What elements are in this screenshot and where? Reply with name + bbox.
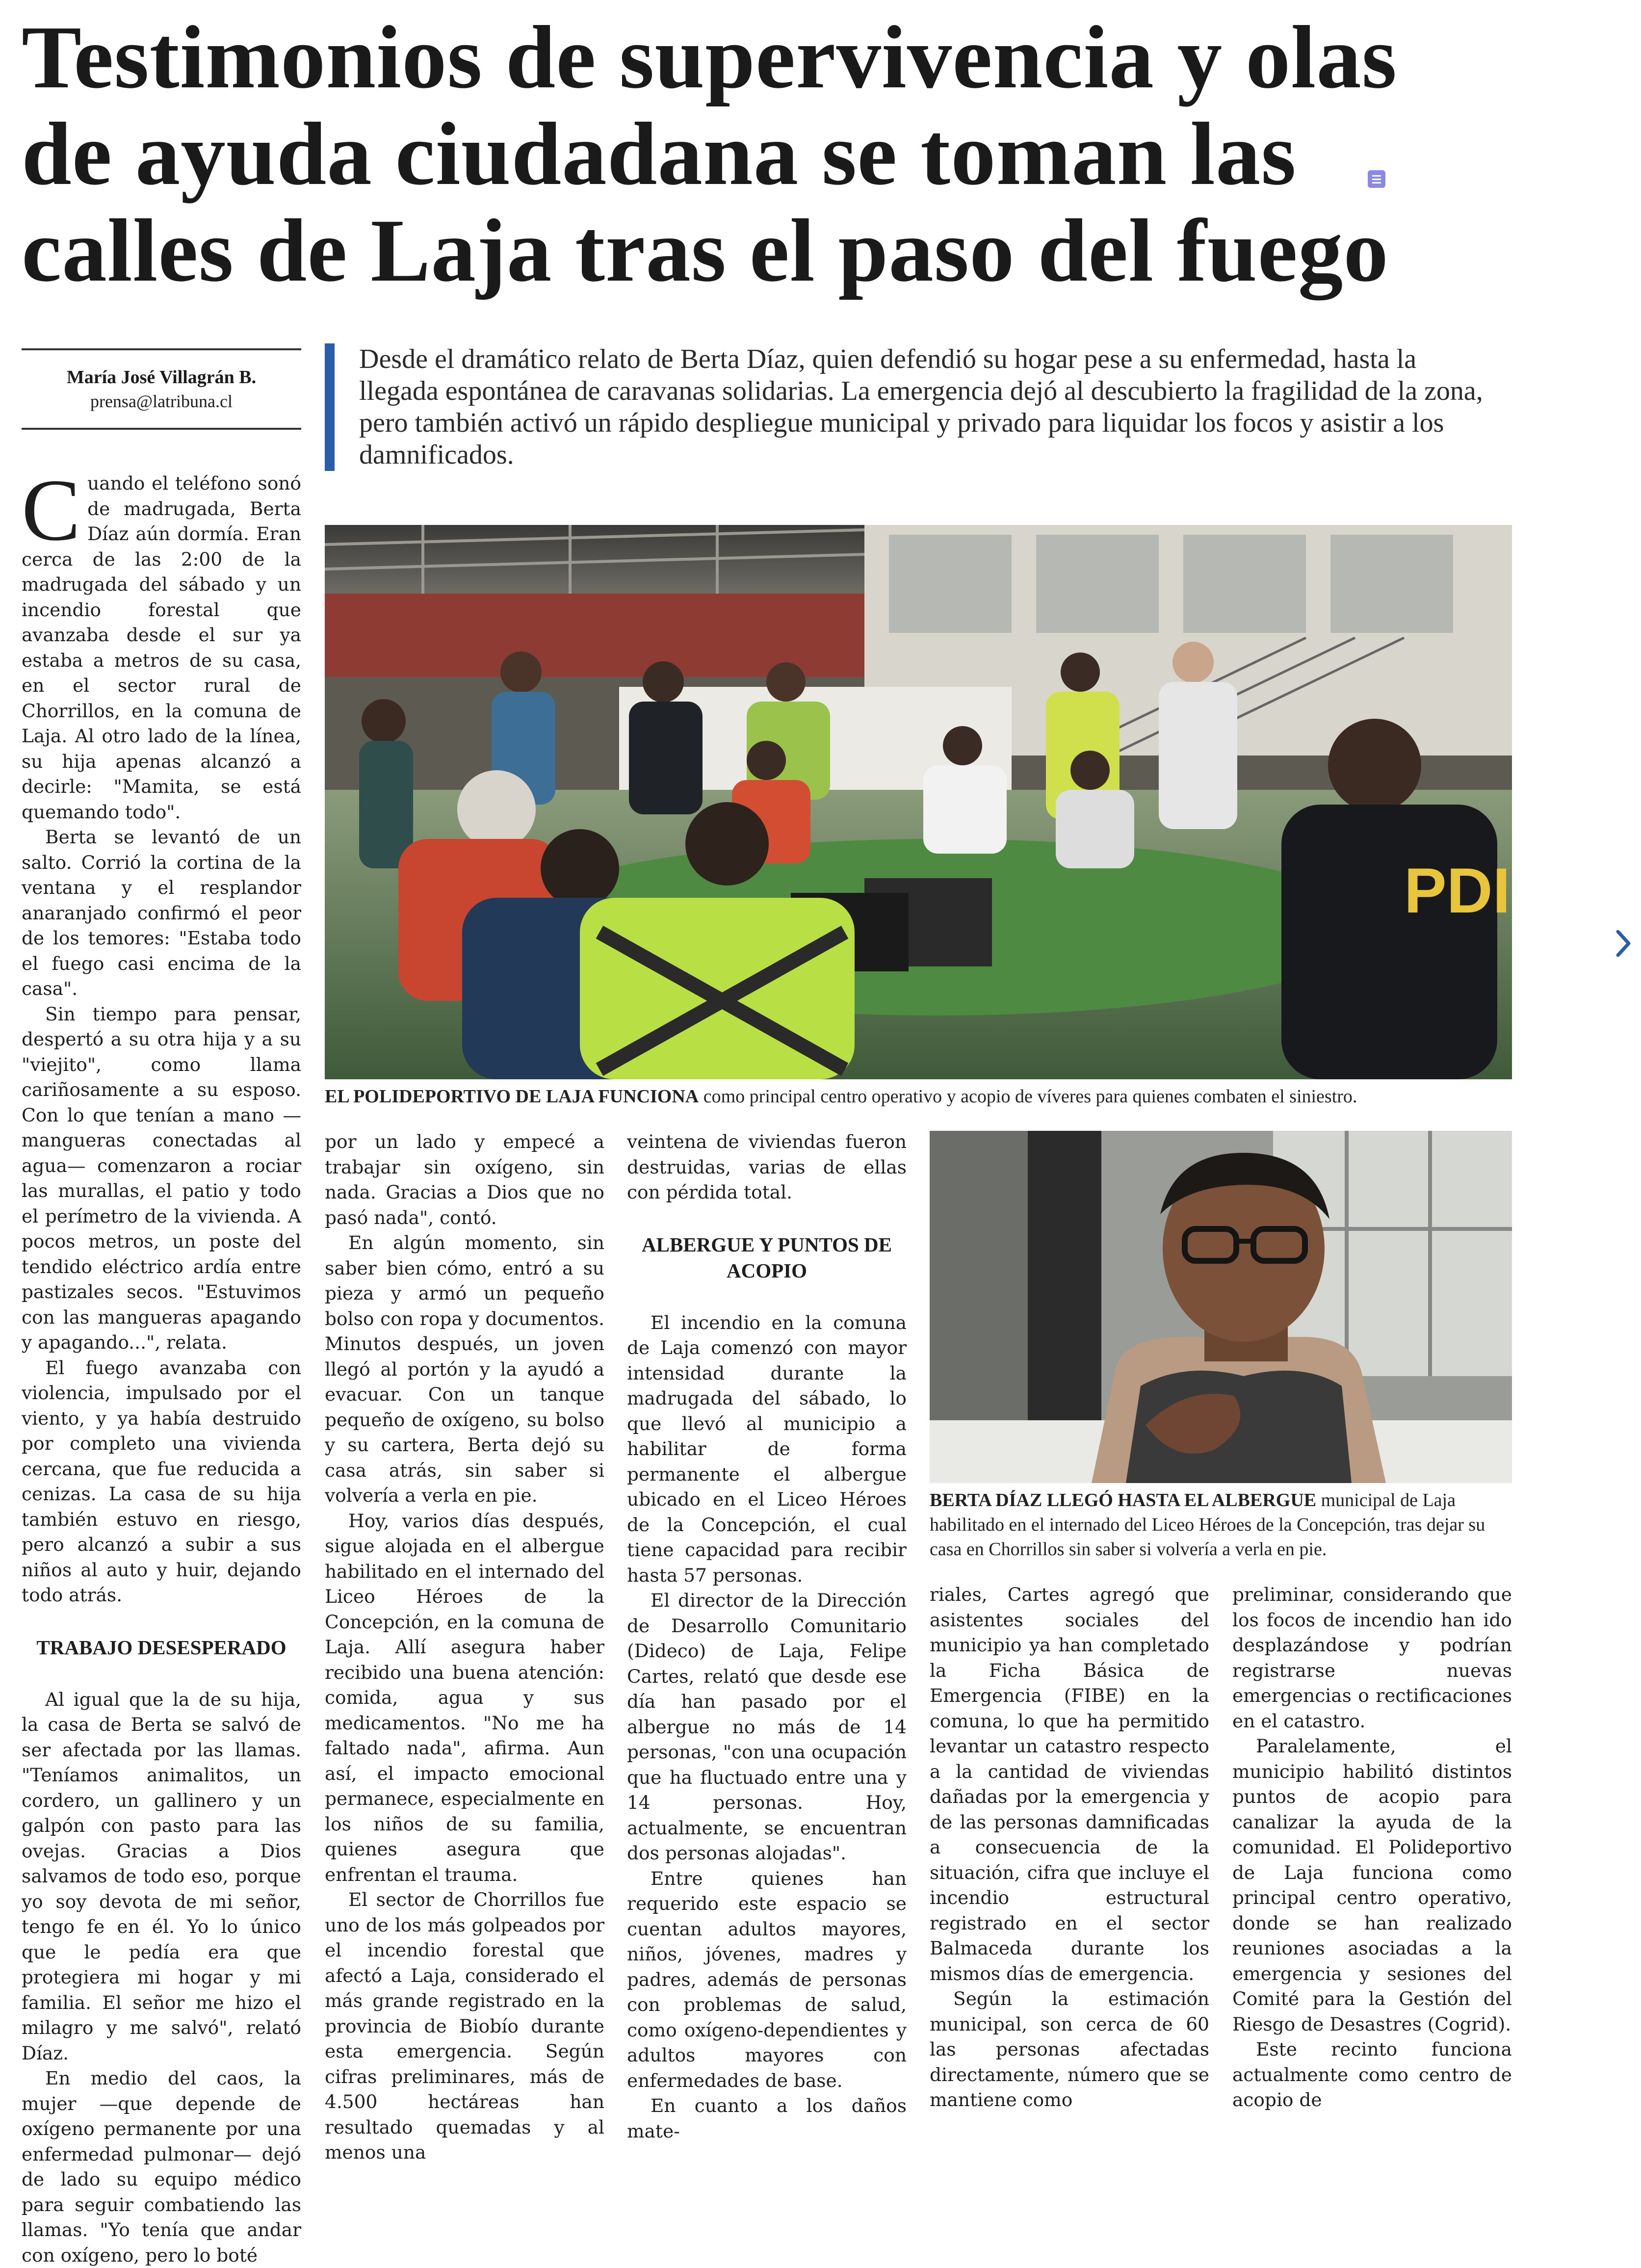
photo1-caption-text: como principal centro operativo y acopio de víveres para quienes combaten el siniestro. [699, 1086, 1357, 1107]
photo-berta-diaz [930, 1131, 1512, 1483]
photo1-caption [325, 1084, 1512, 1109]
article-paragraph: veintena de viviendas fueron destruidas, varias de ellas con pérdida total. [627, 1131, 907, 1203]
article-paragraph: riales, Cartes agregó que asistentes sociales del municipio ya han completado la Ficha Básica de Emergencia (FIBE) en la comuna, lo que ha permitido levantar un catastro respecto a la cantidad de viviendas dañadas por la emergencia y de las personas damnificadas a consecuencia de la situación, cifra que incluye el incendio estructural registrado en el sector Balmaceda durante los mismos días de emergencia. [930, 1584, 1209, 1984]
article-column-2 [325, 1129, 604, 2163]
article-paragraph: En algún momento, sin saber bien cómo, entró a su pieza y armó un pequeño bolso con ropa y documentos. Minutos después, un joven llegó al portón y la ayudó a evacuar. Con un tanque pequeño de oxígeno, su bolso y su cartera, Berta dejó su casa atrás, sin saber si volvería a verla en pie. [325, 1232, 604, 1506]
photo-polideportivo [325, 525, 1512, 1079]
subheading-trabajo-desesperado: TRABAJO DESESPERADO [36, 1636, 287, 1659]
article-paragraph: preliminar, considerando que los focos de incendio han ido desplazándose y podrían registrarse nuevas emergencias o rectificaciones en el catastro. [1232, 1584, 1512, 1732]
article-paragraph: El director de la Dirección de Desarrollo Comunitario (Dideco) de Laja, Felipe Cartes, relató que desde ese día han pasado por el albergue no más de 14 personas, "con una ocupación que ha fluctuado entre una y 14 personas. Hoy, actualmente, se encuentran dos personas alojadas". [627, 1590, 907, 1864]
article-column-3 [627, 1129, 907, 2142]
article-paragraph: En medio del caos, la mujer —que depende de oxígeno permanente por una enfermedad pulmonar— dejó de lado su equipo médico para seguir combatiendo las llamas. "Yo tenía que andar con oxígeno, pero lo boté [22, 2067, 301, 2266]
photo2-caption-bold: BERTA DÍAZ LLEGÓ HASTA EL ALBERGUE [930, 1490, 1317, 1511]
article-paragraph: Este recinto funciona actualmente como centro de acopio de [1232, 2038, 1512, 2111]
chevron-right-icon[interactable] [1614, 929, 1634, 958]
pdi-vest-text: PDI [1404, 855, 1511, 926]
article-column-1 [22, 461, 301, 2266]
article-paragraph: Sin tiempo para pensar, despertó a su otra hija y a su "viejito", como llama cariñosamente a su esposo. Con lo que tenían a mano —mangueras conectadas al agua— comenzaron a rociar las murallas, el patio y todo el perímetro de la vivienda. A pocos metros, un poste del tendido eléctrico ardía entre pastizales secos. "Estuvimos con las mangueras apagando y apagando...", relata. [22, 1003, 301, 1353]
article-paragraph: Paralelamente, el municipio habilitó distintos puntos de acopio para canalizar la ayuda de la comunidad. El Polideportivo de Laja funciona como principal centro operativo, donde se han realizado reuniones asociadas a la emergencia y sesiones del Comité para la Gestión del Riesgo de Desastres (Cogrid). [1232, 1735, 1512, 2035]
dropcap: C [22, 461, 81, 559]
article-paragraph: Berta se levantó de un salto. Corrió la cortina de la ventana y el resplandor anaranjado confirmó el peor de los temores: "Estaba todo el fuego casi encima de la casa". [22, 826, 301, 999]
article-paragraph: Según la estimación municipal, son cerca de 60 las personas afectadas directamente, número que se mantiene como [930, 1988, 1209, 2111]
subheading-albergue: ALBERGUE Y PUNTOS DE ACOPIO [642, 1233, 892, 1282]
byline-author: María José Villagrán B. [66, 367, 257, 388]
article-paragraph: El sector de Chorrillos fue uno de los más golpeados por el incendio forestal que afectó a Laja, considerado el más grande registrado en la provincia de Biobío durante esta emergencia. Según cifras preliminares, más de 4.500 hectáreas han resultado quemadas y al menos una [325, 1889, 604, 2163]
photo1-caption-bold: EL POLIDEPORTIVO DE LAJA FUNCIONA [325, 1086, 699, 1107]
lead-paragraph: Desde el dramático relato de Berta Díaz, quien defendió su hogar pese a su enfermedad, hasta la llegada espontánea de caravanas solidarias. La emergencia dejó al descubierto la fragilidad de la zona, pero también activó un rápido despliegue municipal y privado para liquidar los focos y asistir a los damnificados. [325, 343, 1487, 471]
byline [22, 348, 301, 430]
article-column-5 [1232, 1582, 1512, 2111]
photo2-caption-text: municipal de Laja habilitado en el internado del Liceo Héroes de la Concepción, tras dejar su casa en Chorrillos sin saber si volvería a verla en pie. [930, 1490, 1485, 1560]
article-paragraph: El incendio en la comuna de Laja comenzó con mayor intensidad durante la madrugada del sábado, lo que llevó al municipio a habilitar de forma permanente el albergue ubicado en el Liceo Héroes de la Concepción, el cual tiene capacidad para recibir hasta 57 personas. [627, 1311, 907, 1586]
article-paragraph: Entre quienes han requerido este espacio se cuentan adultos mayores, niños, jóvenes, madres y padres, además de personas con problemas de salud, como oxígeno-dependientes y adultos mayores con enfermedades de base. [627, 1867, 907, 2091]
note-icon[interactable] [1368, 170, 1385, 188]
byline-email[interactable]: prensa@latribuna.cl [90, 391, 233, 411]
article-paragraph: En cuanto a los daños mate- [627, 2095, 907, 2142]
photo2-caption [930, 1488, 1512, 1562]
article-paragraph: El fuego avanzaba con violencia, impulsado por el viento, y ya había destruido por completo una vivienda cercana, que fue reducida a cenizas. La casa de su hija también estuvo en riesgo, pero alcanzó a subir a sus niños al auto y huir, dejando todo atrás. [22, 1356, 301, 1606]
article-paragraph: Al igual que la de su hija, la casa de Berta se salvó de ser afectada por las llamas. "Teníamos animalitos, un cordero, un gallinero y un galpón con pasto para las ovejas. Gracias a Dios salvamos de todo eso, porque yo soy devota de mi señor, tengo fe en él. Yo lo único que le pedía era que protegiera mi hogar y mi familia. El señor me hizo el milagro y me salvó", relató Díaz. [22, 1688, 301, 2064]
article-paragraph: Cuando el teléfono sonó de madrugada, Berta Díaz aún dormía. Eran cerca de las 2:00 de la madrugada del sábado y un incendio forestal que avanzaba desde el sur ya estaba a metros de su casa, en el sector rural de Chorrillos, en la comuna de Laja. Al otro lado de la línea, su hija apenas alcanzó a decirle: "Mamita, se está quemando todo". [22, 461, 301, 823]
article-paragraph: por un lado y empecé a trabajar sin oxígeno, sin nada. Gracias a Dios que no pasó nada", contó. [325, 1131, 604, 1228]
headline: Testimonios de supervivencia y olas de ayuda ciudadana se toman las calles de Laja tras el paso del fuego [22, 7, 1397, 300]
article-column-4 [930, 1582, 1209, 2111]
article-paragraph: Hoy, varios días después, sigue alojada en el albergue habilitado en el internado del Liceo Héroes de la Concepción, en la comuna de Laja. Allí asegura haber recibido una buena atención: comida, agua y sus medicamentos. "No me ha faltado nada", afirma. Aun así, el impacto emocional permanece, especialmente en los niños de su familia, quienes asegura que enfrentan el trauma. [325, 1510, 604, 1885]
